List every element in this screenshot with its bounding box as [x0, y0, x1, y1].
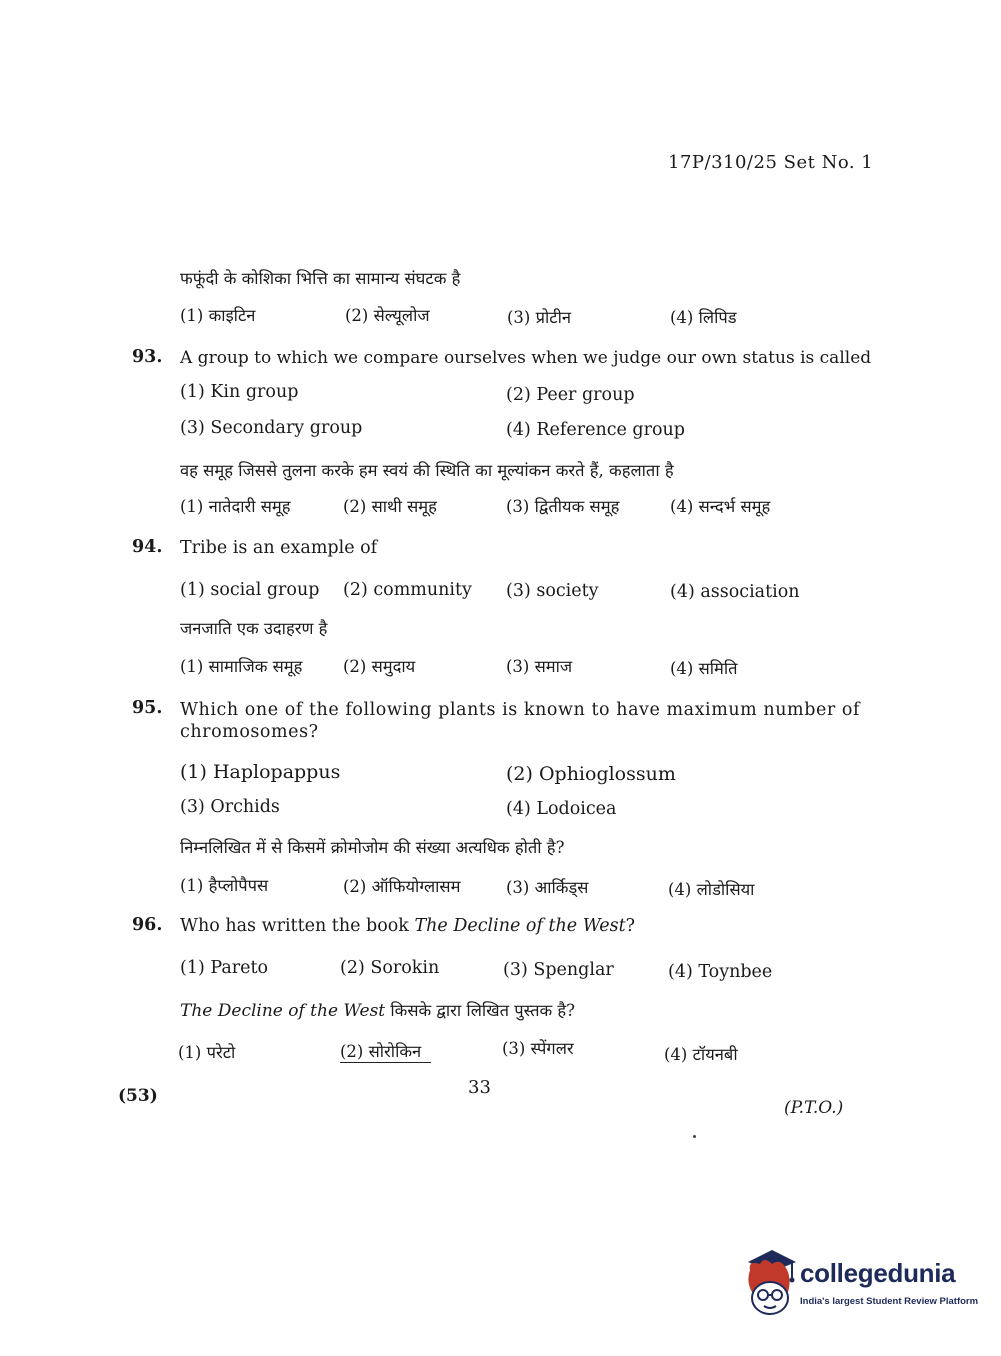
q94-question: Tribe is an example of [180, 538, 378, 558]
q92-hindi-option-2: (2) सेल्यूलोज [345, 306, 430, 325]
q92-hindi-option-4: (4) लिपिड [670, 308, 737, 327]
q96-option-4: (4) Toynbee [668, 962, 773, 982]
q94-hindi-option-4: (4) समिति [670, 659, 738, 678]
q95-option-1: (1) Haplopappus [180, 761, 341, 783]
q94-option-4: (4) association [670, 582, 800, 602]
q94-hindi-option-1: (1) सामाजिक समूह [180, 657, 303, 676]
page-number: 33 [468, 1077, 491, 1098]
q94-number: 94. [132, 537, 163, 557]
q96-number: 96. [132, 915, 163, 935]
q95-option-4: (4) Lodoicea [506, 799, 617, 819]
q93-number: 93. [132, 347, 163, 367]
collegedunia-logo [742, 1248, 979, 1320]
q93-hindi-option-1: (1) नातेदारी समूह [180, 497, 291, 516]
q93-hindi-option-3: (3) द्वितीयक समूह [506, 497, 620, 516]
q95-hindi-question: निम्नलिखित में से किसमें क्रोमोजोम की संख्या अत्यधिक होती है? [180, 838, 565, 857]
q96-hindi-question-post: किसके द्वारा लिखित पुस्तक है? [385, 1001, 576, 1020]
q96-option-2: (2) Sorokin [340, 958, 440, 978]
q93-option-3: (3) Secondary group [180, 418, 363, 438]
pto-label: (P.T.O.) [784, 1098, 844, 1118]
q94-option-2: (2) community [343, 580, 472, 600]
logo-tagline: India's largest Student Review Platform [800, 1296, 979, 1307]
q96-hindi-option-4: (4) टॉयनबी [664, 1045, 738, 1064]
q96-option-1: (1) Pareto [180, 958, 269, 978]
mascot-icon [742, 1248, 798, 1320]
q92-hindi-question: फफूंदी के कोशिका भित्ति का सामान्य संघटक है [180, 269, 461, 288]
q93-question: A group to which we compare ourselves when we judge our own status is called [180, 348, 872, 368]
q95-hindi-option-4: (4) लोडोसिया [668, 880, 755, 899]
set-number: 17P/310/25 Set No. 1 [668, 152, 874, 173]
booklet-code: (53) [118, 1086, 158, 1106]
q96-hindi-option-3: (3) स्पेंगलर [502, 1039, 574, 1058]
q93-option-4: (4) Reference group [506, 420, 686, 440]
q93-hindi-option-4: (4) सन्दर्भ समूह [670, 497, 771, 516]
q96-hindi-option-2: (2) सोरोकिन [340, 1039, 431, 1063]
q95-option-2: (2) Ophioglossum [506, 763, 676, 785]
q94-hindi-question: जनजाति एक उदाहरण है [180, 619, 328, 638]
q96-option-3: (3) Spenglar [503, 960, 614, 980]
q92-hindi-option-1: (1) काइटिन [180, 306, 256, 325]
q95-hindi-option-3: (3) आर्किड्स [506, 878, 589, 897]
logo-name: collegedunia [800, 1258, 956, 1288]
q96-hindi-question [180, 998, 575, 1021]
q93-option-1: (1) Kin group [180, 382, 299, 402]
q93-hindi-option-2: (2) साथी समूह [343, 497, 437, 516]
q95-hindi-option-1: (1) हैप्लोपैपस [180, 876, 269, 895]
q94-option-3: (3) society [506, 581, 599, 601]
q93-option-2: (2) Peer group [506, 385, 635, 405]
q95-number: 95. [132, 698, 163, 718]
q96-question-pre: Who has written the book [180, 916, 415, 936]
q96-question [180, 916, 635, 936]
q93-hindi-question: वह समूह जिससे तुलना करके हम स्वयं की स्थिति का मूल्यांकन करते हैं, कहलाता है [180, 461, 674, 480]
q94-hindi-option-3: (3) समाज [506, 657, 573, 676]
stray-dot [693, 1135, 696, 1138]
q94-hindi-option-2: (2) समुदाय [343, 657, 416, 676]
q96-book-title: The Decline of the West [414, 916, 626, 936]
q92-hindi-option-3: (3) प्रोटीन [507, 308, 572, 327]
q94-option-1: (1) social group [180, 580, 320, 600]
q96-hindi-option-1: (1) परेटो [178, 1043, 236, 1062]
q96-hindi-book-title: The Decline of the West [180, 1001, 386, 1021]
q96-question-post: ? [625, 916, 636, 936]
q95-question: Which one of the following plants is known to have maximum number of chromosomes? [180, 700, 861, 742]
q95-option-3: (3) Orchids [180, 797, 280, 817]
q95-hindi-option-2: (2) ऑफियोग्लासम [343, 877, 461, 896]
